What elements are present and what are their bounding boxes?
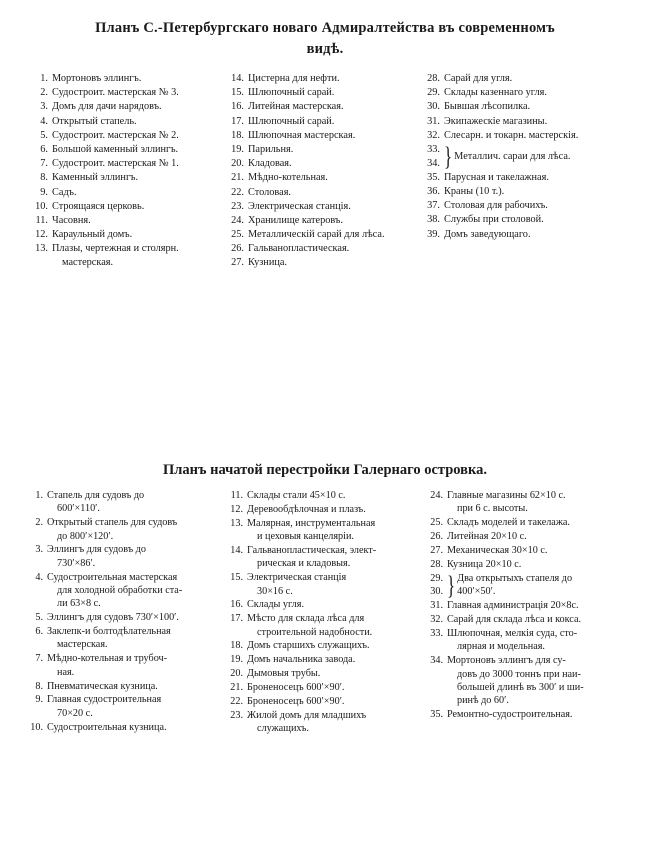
item-number: 14.	[230, 544, 243, 556]
item-text-line: Шлюпочная, мелкія суда, сто-	[447, 628, 578, 639]
item-text-cont: строительной надобности.	[257, 626, 373, 638]
list-item	[226, 86, 422, 100]
item-number: 19.	[231, 143, 244, 155]
list-item	[425, 708, 625, 721]
list-item	[30, 115, 226, 129]
list-item	[25, 680, 225, 693]
list-item	[225, 489, 425, 502]
item-text-line: Мортоновъ эллингъ для су-	[447, 655, 566, 667]
item-text-line: Гальванопластическая, элект-	[247, 544, 377, 556]
item-text-cont: рическая и кладовыя.	[257, 558, 351, 570]
item-text-line: Заклепк-и болтодѣлательная	[47, 626, 171, 638]
brace-icon: }	[447, 570, 456, 600]
list-item	[25, 516, 225, 543]
brace-icon: }	[444, 141, 453, 172]
item-text-cont: 30×16 с.	[257, 585, 293, 597]
item-text-cont: лярная и модельная.	[457, 641, 545, 653]
list-item	[225, 667, 425, 680]
item-number: 33.	[427, 143, 440, 155]
list-item	[422, 86, 620, 100]
item-number: 3.	[35, 544, 43, 556]
item-text	[247, 517, 425, 544]
item-text-cont2: большей длинѣ въ 300′ и ши-	[457, 681, 584, 693]
item-text	[47, 516, 225, 543]
item-number: 33.	[430, 628, 443, 639]
item-text-cont: 600′×110′.	[57, 503, 100, 515]
list-item	[30, 186, 226, 200]
list-item	[25, 571, 225, 611]
item-number: 20.	[231, 158, 244, 170]
item-text: Эллингъ для судовъ 730′×100′.	[47, 612, 179, 624]
braced-list-item	[422, 143, 620, 170]
item-number: 21.	[231, 172, 244, 184]
braced-list-item	[425, 572, 625, 599]
item-text-cont2: ли 63×8 с.	[57, 598, 101, 610]
item-text: Кладовая.	[248, 158, 292, 170]
item-text-cont: до 800′×120′.	[57, 530, 114, 542]
list-item	[225, 503, 425, 516]
list-item	[425, 516, 625, 529]
item-text-line: Главные магазины 62×10 с.	[447, 490, 566, 501]
item-number: 11.	[230, 490, 243, 501]
list-item	[425, 599, 625, 612]
item-text: Судострoит. мастерская № 1.	[52, 158, 179, 170]
list-item	[422, 129, 620, 143]
item-number: 1.	[35, 490, 43, 501]
item-text: Складъ моделей и такелажа.	[447, 517, 570, 529]
list-item	[226, 129, 422, 143]
item-number: 2.	[40, 87, 48, 99]
legend-column-3	[422, 72, 620, 271]
item-text: Каменный эллингъ.	[52, 172, 139, 184]
item-number: 6.	[40, 143, 48, 155]
item-text: Садъ.	[52, 186, 77, 198]
item-text-line: Главная судостроительная	[47, 694, 162, 706]
item-number: 7.	[35, 653, 43, 665]
item-text: Сарай для склада лѣса и кокса.	[447, 614, 582, 626]
item-number: 22.	[230, 695, 243, 707]
item-text-line: Эллингъ для судовъ до	[47, 544, 146, 556]
list-item	[30, 100, 226, 114]
item-number: 1.	[40, 73, 48, 85]
list-item	[425, 544, 625, 557]
item-text: Судостроительная кузница.	[47, 721, 167, 733]
item-number: 31.	[427, 115, 440, 127]
item-text: Мортоновъ эллингъ.	[52, 73, 142, 85]
item-text-line: Электрическая станція	[247, 572, 347, 584]
item-text-cont: для холодной обработки ста-	[57, 585, 183, 597]
list-item	[422, 72, 620, 86]
item-number: 9.	[40, 186, 48, 198]
item-number: 8.	[40, 172, 48, 184]
item-number-pair	[425, 572, 447, 599]
item-number: 16.	[231, 101, 244, 113]
item-number: 36.	[427, 186, 440, 198]
item-text	[247, 544, 425, 571]
list-item	[226, 186, 422, 200]
item-text	[47, 693, 225, 720]
item-text	[47, 489, 225, 516]
item-number: 30.	[430, 586, 443, 598]
item-number: 25.	[231, 229, 244, 241]
item-number: 13.	[230, 517, 243, 529]
item-number: 4.	[40, 115, 48, 127]
item-number: 20.	[230, 668, 243, 680]
item-number: 21.	[230, 682, 243, 694]
item-number: 6.	[35, 626, 43, 638]
list-item	[226, 242, 422, 256]
list-item	[30, 157, 226, 171]
list-item	[25, 721, 225, 734]
item-text	[447, 489, 625, 516]
list-item	[425, 654, 625, 707]
item-number: 30.	[427, 101, 440, 113]
item-text: Механическая 30×10 с.	[447, 544, 548, 556]
list-item	[25, 489, 225, 516]
list-item	[226, 115, 422, 129]
item-text	[247, 709, 425, 736]
list-item	[226, 200, 422, 214]
item-text: Слесарн. и токарн. мастерскія.	[444, 129, 579, 141]
item-number: 39.	[427, 228, 440, 240]
item-text: Домъ начальника завода.	[247, 654, 356, 666]
list-item	[226, 72, 422, 86]
list-item	[226, 171, 422, 185]
item-text: Часовня.	[52, 214, 91, 226]
item-text-cont3: ринѣ до 60′.	[457, 695, 509, 707]
legend-columns-two	[25, 489, 625, 736]
item-text	[457, 572, 625, 599]
item-number: 17.	[231, 115, 244, 127]
item-number: 15.	[231, 87, 244, 99]
list-item	[30, 72, 226, 86]
item-number: 28.	[427, 73, 440, 85]
list-item	[225, 639, 425, 652]
list-item	[422, 228, 620, 242]
item-number: 37.	[427, 200, 440, 212]
list-item	[30, 228, 226, 242]
item-number: 17.	[230, 613, 243, 625]
item-text: Большой каменный эллингъ.	[52, 143, 179, 155]
list-item	[225, 681, 425, 694]
legend-columns-one	[30, 72, 620, 271]
item-number: 29.	[427, 87, 440, 99]
item-text-cont: 730′×86′.	[57, 557, 96, 569]
item-number: 32.	[427, 129, 440, 141]
item-text: Парильня.	[248, 143, 294, 155]
item-text: Столовая.	[248, 186, 292, 198]
item-text-cont: и цеховыя канцеляріи.	[257, 531, 354, 543]
item-number: 32.	[430, 614, 443, 626]
item-number: 2.	[35, 517, 43, 529]
item-number: 8.	[35, 680, 43, 692]
list-item	[425, 613, 625, 626]
item-number: 24.	[430, 490, 443, 501]
item-number: 5.	[35, 612, 43, 624]
item-text: Шлюпочный сарай.	[248, 87, 335, 99]
item-text-cont: 70×20 с.	[57, 707, 93, 719]
item-number: 35.	[427, 171, 440, 183]
item-number: 4.	[35, 571, 43, 583]
section-admiralty	[0, 18, 650, 271]
item-number-pair	[422, 143, 444, 170]
item-text: Электрическая станція.	[248, 200, 351, 212]
list-item	[422, 185, 620, 199]
item-number: 34.	[427, 157, 440, 169]
item-number: 27.	[430, 544, 443, 556]
item-number: 18.	[231, 129, 244, 141]
item-text: Судострoит. мастерская № 2.	[52, 129, 179, 141]
item-number: 16.	[230, 599, 243, 611]
list-item	[226, 256, 422, 270]
list-item	[422, 100, 620, 114]
item-number: 23.	[231, 200, 244, 212]
item-text-line: Стапель для судовъ до	[47, 490, 145, 501]
item-text	[447, 627, 625, 654]
item-text: Хранилище катеровъ.	[248, 214, 343, 226]
list-item	[422, 115, 620, 129]
item-text: Караульный домъ.	[52, 229, 133, 241]
item-text-cont: мастерская.	[57, 639, 108, 651]
list-item	[422, 213, 620, 227]
item-text-line: Судостроительная мастерская	[47, 571, 178, 583]
item-text: Экипажескіе магазины.	[444, 115, 548, 127]
item-text: Домъ старшихъ служащихъ.	[247, 640, 370, 652]
item-number: 5.	[40, 129, 48, 141]
legend-column-1	[30, 72, 226, 271]
item-number: 12.	[230, 503, 243, 515]
item-number: 19.	[230, 654, 243, 666]
item-text-line: Два открытыхъ стапеля до	[457, 572, 573, 584]
item-text: Цистерна для нефти.	[248, 73, 340, 85]
item-text: Судострoит. мастерская № 3.	[52, 87, 179, 99]
item-number: 23.	[230, 709, 243, 721]
list-item	[226, 143, 422, 157]
section-two-title: Планъ начатой перестройки Галернаго островка.	[163, 462, 487, 478]
item-number: 29.	[430, 572, 443, 584]
item-text: Краны (10 т.).	[444, 186, 505, 198]
list-item	[25, 625, 225, 652]
item-text: Литейная мастерская.	[248, 101, 344, 113]
item-number: 22.	[231, 186, 244, 198]
legend-column-2	[225, 489, 425, 736]
item-text: Открытый стапель.	[52, 115, 137, 127]
list-item	[225, 653, 425, 666]
item-text: Мѣдно-котельная.	[248, 172, 328, 184]
item-text	[52, 242, 226, 269]
list-item	[25, 611, 225, 624]
list-item	[422, 199, 620, 213]
list-item	[30, 242, 226, 269]
list-item	[225, 571, 425, 598]
item-number: 10.	[35, 200, 48, 212]
item-text	[47, 571, 225, 611]
item-number: 10.	[30, 721, 43, 733]
list-item	[30, 86, 226, 100]
list-item	[226, 157, 422, 171]
item-text: Склады угля.	[247, 599, 304, 611]
item-number: 15.	[230, 572, 243, 584]
item-text-line: Мѣсто для склада лѣса для	[247, 613, 365, 625]
item-text	[447, 654, 625, 707]
item-text: Строящаяся церковь.	[52, 200, 145, 212]
list-item	[226, 100, 422, 114]
item-text: Столовая для рабочихъ.	[444, 200, 548, 212]
title-line-1: Планъ С.-Петербургскаго новаго Адмиралтейства въ современномъ	[95, 20, 555, 36]
list-item	[30, 214, 226, 228]
item-text: Броненосецъ 600′×90′.	[247, 695, 345, 707]
item-text	[47, 625, 225, 652]
item-number: 31.	[430, 600, 443, 612]
item-text: Сарай для угля.	[444, 73, 513, 85]
list-item	[425, 627, 625, 654]
item-text-line: Жилой домъ для младшихъ	[247, 709, 367, 721]
legend-column-1	[25, 489, 225, 736]
item-text	[247, 571, 425, 598]
item-text: Склады казеннаго угля.	[444, 87, 547, 99]
item-number: 26.	[430, 531, 443, 543]
item-text-cont: довъ до 3000 тоннъ при наи-	[457, 668, 581, 680]
item-number: 11.	[35, 214, 48, 226]
item-text: Главная администрація 20×8с.	[447, 600, 579, 612]
item-text: Металлич. сараи для лѣса.	[454, 150, 571, 162]
list-item	[226, 228, 422, 242]
legend-column-2	[226, 72, 422, 271]
list-item	[30, 171, 226, 185]
item-text-cont: служащихъ.	[257, 723, 309, 735]
item-text: Броненосецъ 600′×90′.	[247, 682, 345, 694]
list-item	[425, 558, 625, 571]
item-text: Службы при столовой.	[444, 214, 544, 226]
item-text-line: Мѣдно-котельная и трубоч-	[47, 653, 168, 665]
list-item	[225, 517, 425, 544]
list-item	[225, 544, 425, 571]
section-galerny	[0, 462, 650, 736]
list-item	[25, 693, 225, 720]
item-text: Металлическій сарай для лѣса.	[248, 229, 385, 241]
section-one-title	[45, 18, 605, 60]
item-text-line: Открытый стапель для судовъ	[47, 517, 178, 529]
item-number: 38.	[427, 214, 440, 226]
list-item	[30, 143, 226, 157]
item-text-line: Малярная, инструментальная	[247, 517, 376, 529]
item-number: 35.	[430, 709, 443, 721]
list-item	[225, 709, 425, 736]
item-text: Пневматическая кузница.	[47, 680, 158, 692]
item-text: Ремонтно-судостроительная.	[447, 709, 573, 721]
item-text: Домъ для дачи нарядовъ.	[52, 101, 162, 113]
list-item	[225, 695, 425, 708]
item-text: Деревообдѣлочная и плазъ.	[247, 503, 366, 515]
list-item	[225, 612, 425, 639]
item-text-line: Плазы, чертежная и столярн.	[52, 243, 179, 255]
item-number: 28.	[430, 558, 443, 570]
item-text-cont: мастерская.	[62, 256, 114, 268]
item-text	[47, 652, 225, 679]
item-number: 7.	[40, 158, 48, 170]
item-number: 25.	[430, 517, 443, 529]
item-text: Шлюпочный сарай.	[248, 115, 335, 127]
item-number: 9.	[35, 694, 43, 706]
item-text: Шлюпочная мастерская.	[248, 129, 356, 141]
item-text: Кузница.	[248, 257, 287, 269]
item-number: 18.	[230, 640, 243, 652]
list-item	[425, 489, 625, 516]
item-number: 27.	[231, 257, 244, 269]
item-text: Склады стали 45×10 с.	[247, 490, 346, 501]
item-number: 3.	[40, 101, 48, 113]
item-text-cont: при 6 с. высоты.	[457, 503, 528, 515]
item-number: 14.	[231, 73, 244, 85]
list-item	[25, 543, 225, 570]
item-number: 12.	[35, 229, 48, 241]
item-text: Литейная 20×10 с.	[447, 531, 527, 543]
list-item	[225, 598, 425, 611]
item-text	[247, 612, 425, 639]
item-text: Домъ заведующаго.	[444, 228, 531, 240]
item-text: Кузница 20×10 с.	[447, 558, 522, 570]
list-item	[425, 530, 625, 543]
title-line-2: видѣ.	[306, 41, 344, 58]
list-item	[30, 129, 226, 143]
item-number: 34.	[430, 655, 443, 667]
list-item	[25, 652, 225, 679]
item-text-line-2: 400′×50′.	[457, 586, 496, 598]
item-text: Дымовыя трубы.	[247, 668, 321, 680]
list-item	[226, 214, 422, 228]
item-number: 26.	[231, 243, 244, 255]
list-item	[422, 171, 620, 185]
item-text: Бывшая лѣсопилка.	[444, 101, 531, 113]
item-text-cont: ная.	[57, 666, 75, 678]
item-number: 24.	[231, 214, 244, 226]
item-text: Парусная и такелажная.	[444, 171, 549, 183]
list-item	[30, 200, 226, 214]
legend-column-3	[425, 489, 625, 736]
item-number: 13.	[35, 243, 48, 255]
item-text: Гальванопластическая.	[248, 243, 350, 255]
item-text	[47, 543, 225, 570]
